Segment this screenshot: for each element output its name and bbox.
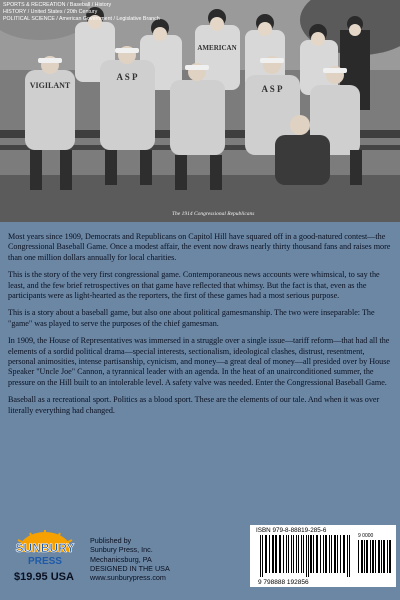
subject-category-line: POLITICAL SCIENCE / American Government / Legislative Branch	[3, 16, 160, 22]
blurb-paragraph: This is a story about a baseball game, but also one about political gamesmanship. The two were inseparable: The "game" was played to serve the purposes of the chief gamesman.	[8, 308, 375, 328]
logo-word-bottom: PRESS	[28, 556, 62, 567]
barcode-addon-digits: 9 0000	[358, 533, 374, 539]
subject-category-line: SPORTS & RECREATION / Baseball / History	[3, 2, 112, 8]
isbn-barcode	[250, 525, 396, 587]
blurb-paragraph: Most years since 1909, Democrats and Republicans on Capitol Hill have squared off in a good-natured contest—the Congressional Baseball Game. Once a modest affair, the event now draws nearly thirty thousand fans and raises more than one million dollars annually for local charities.	[8, 232, 391, 262]
subject-category-line: HISTORY / United States / 20th Century	[3, 9, 98, 15]
publisher-line: Mechanicsburg, PA	[90, 554, 152, 564]
sunbury-press-logo	[10, 530, 80, 570]
jersey-text: AMERICAN	[197, 44, 237, 52]
publisher-line: Published by	[90, 536, 132, 545]
barcode-digits: 9 798888 192856	[258, 579, 309, 586]
logo-word-top: SUNBURY	[15, 541, 75, 555]
blurb-paragraph: In 1909, the House of Representatives was immersed in a struggle over a single issue—tariff reform—that had all the elements of a sordid political drama—special interests, sectionalism, ideological clashes, distrust, resentment, personal animosities, intense partisanship, cynicism, and money—a great deal of money—all presided over by House Speaker "Uncle Joe" Cannon, a tyrannical leader with an agenda. In the heat of an unairconditioned summer, the pressure on the Hill built to an intolerable level. A safety valve was needed. Enter the Congressional Baseball Game.	[8, 336, 391, 387]
team-photo	[0, 0, 400, 222]
publisher-line: DESIGNED IN THE USA	[90, 563, 170, 573]
isbn-number: ISBN 979-8-88819-285-6	[256, 527, 327, 534]
team-photo-illustration	[0, 0, 400, 222]
publisher-info	[90, 536, 170, 582]
barcode-icon	[250, 525, 396, 587]
blurb-paragraph: This is the story of the very first congressional game. Contemporaneous news accounts were whimsical, to say the least, and the few brief retrospectives on that game have reflected that whimsy. But the fact is that, even as the participants were as light-hearted as the reporters, the first of these games had a most serious purpose.	[8, 270, 380, 301]
jersey-text: VIGILANT	[29, 81, 71, 90]
jersey-text: A S P	[116, 72, 138, 82]
publisher-line: www.sunburypress.com	[90, 573, 166, 583]
publisher-line: Sunbury Press, Inc.	[90, 545, 153, 555]
blurb-paragraph: Baseball as a recreational sport. Politics as a blood sport. These are the elements of our tale. And when it was over literally everything had changed.	[8, 395, 380, 415]
back-cover-blurb	[8, 232, 392, 423]
jersey-text: A S P	[261, 84, 283, 94]
price: $19.95 USA	[14, 571, 74, 583]
photo-caption: The 1914 Congressional Republicans	[172, 211, 255, 217]
sun-logo-icon	[10, 530, 80, 570]
